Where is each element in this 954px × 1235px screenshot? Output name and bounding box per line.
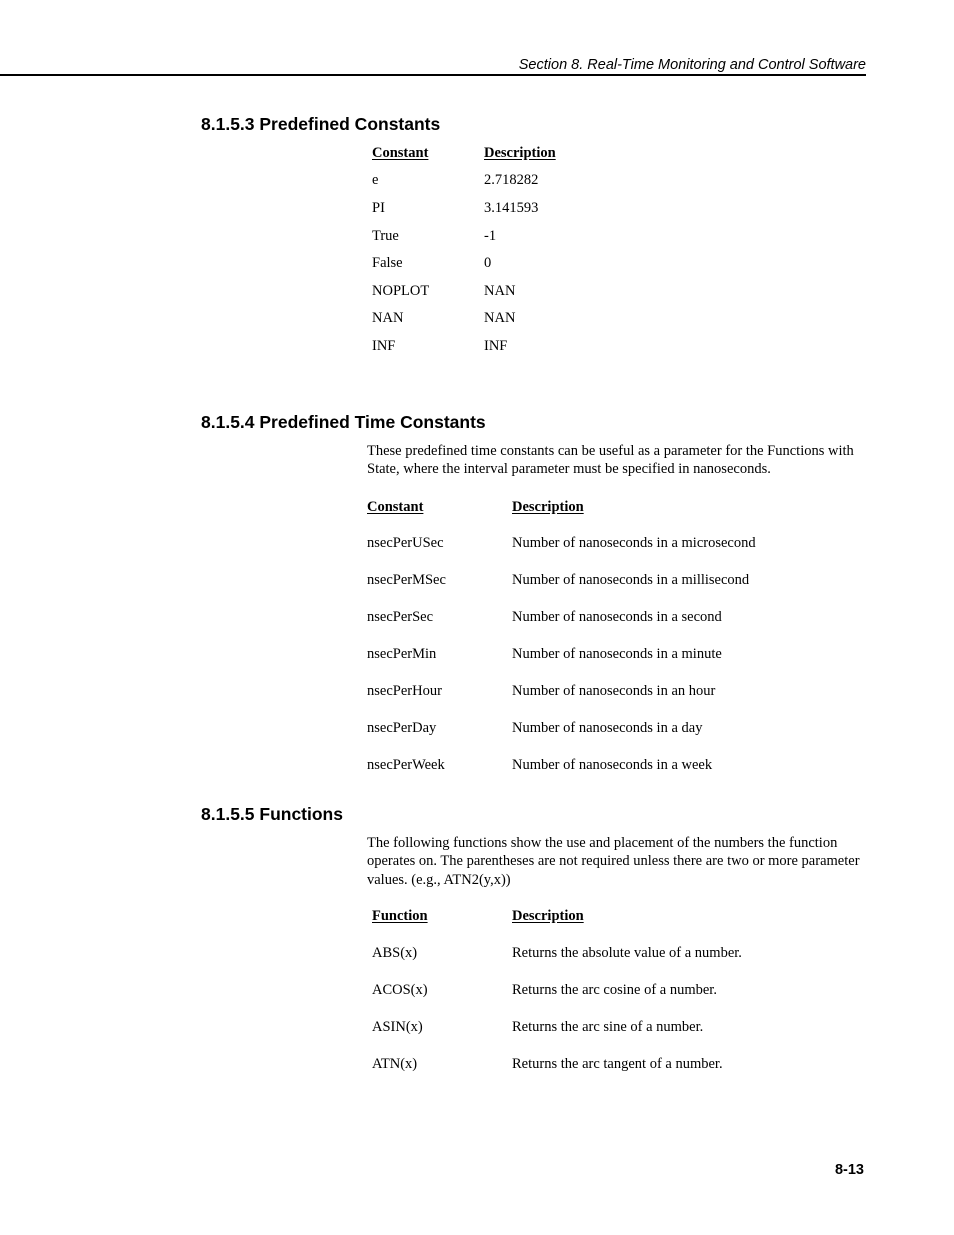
- constant-name: False: [372, 255, 403, 271]
- function-name: ATN(x): [372, 1056, 418, 1072]
- time-constant-name: nsecPerHour: [367, 683, 442, 699]
- constant-name: INF: [372, 338, 396, 354]
- constant-name: e: [372, 172, 379, 188]
- constants-table-header-constant: Constant: [372, 145, 429, 161]
- constant-name: True: [372, 228, 399, 244]
- constant-value: NAN: [484, 310, 516, 326]
- running-header: Section 8. Real-Time Monitoring and Control Software: [518, 57, 866, 73]
- functions-intro: The following functions show the use and placement of the numbers the function operates on. The parentheses are not required unless there are two or more parameter values. (e.g., ATN2(y,x)): [367, 835, 860, 888]
- time-constants-table-header-constant: Constant: [367, 499, 424, 515]
- time-constant-name: nsecPerUSec: [367, 535, 444, 551]
- time-constant-name: nsecPerMin: [367, 646, 437, 662]
- time-constant-name: nsecPerDay: [367, 720, 437, 736]
- time-constant-description: Number of nanoseconds in a week: [512, 757, 713, 773]
- constant-value: 2.718282: [484, 172, 539, 188]
- time-constant-description: Number of nanoseconds in a millisecond: [512, 572, 750, 588]
- constants-table-header-description: Description: [484, 145, 556, 161]
- function-description: Returns the arc cosine of a number.: [512, 982, 717, 998]
- function-description: Returns the arc sine of a number.: [512, 1019, 704, 1035]
- time-constant-description: Number of nanoseconds in a second: [512, 609, 722, 625]
- section-heading-predefined-time-constants: 8.1.5.4 Predefined Time Constants: [201, 412, 486, 432]
- page-number: 8-13: [834, 1162, 864, 1178]
- constant-value: 3.141593: [484, 200, 539, 216]
- section-heading-predefined-constants: 8.1.5.3 Predefined Constants: [201, 114, 441, 134]
- time-constant-name: nsecPerMSec: [367, 572, 446, 588]
- section-heading-functions: 8.1.5.5 Functions: [201, 804, 343, 824]
- constant-value: INF: [484, 338, 508, 354]
- header-rule: [0, 74, 866, 76]
- functions-table-header-function: Function: [372, 908, 428, 924]
- time-constant-name: nsecPerSec: [367, 609, 434, 625]
- function-name: ACOS(x): [372, 982, 428, 998]
- constant-value: 0: [484, 255, 492, 271]
- function-name: ABS(x): [372, 945, 418, 961]
- constant-value: -1: [484, 228, 497, 244]
- constant-name: PI: [372, 200, 385, 216]
- time-constants-table-header-description: Description: [512, 499, 584, 515]
- time-constant-name: nsecPerWeek: [367, 757, 445, 773]
- time-constant-description: Number of nanoseconds in a minute: [512, 646, 722, 662]
- function-description: Returns the absolute value of a number.: [512, 945, 742, 961]
- constant-name: NAN: [372, 310, 404, 326]
- function-name: ASIN(x): [372, 1019, 423, 1035]
- time-constants-intro: These predefined time constants can be useful as a parameter for the Functions with State, where the interval parameter must be specified in nanoseconds.: [367, 443, 854, 478]
- time-constant-description: Number of nanoseconds in an hour: [512, 683, 716, 699]
- function-description: Returns the arc tangent of a number.: [512, 1056, 723, 1072]
- functions-table-header-description: Description: [512, 908, 584, 924]
- constant-name: NOPLOT: [372, 283, 430, 299]
- time-constant-description: Number of nanoseconds in a microsecond: [512, 535, 756, 551]
- constant-value: NAN: [484, 283, 516, 299]
- time-constant-description: Number of nanoseconds in a day: [512, 720, 703, 736]
